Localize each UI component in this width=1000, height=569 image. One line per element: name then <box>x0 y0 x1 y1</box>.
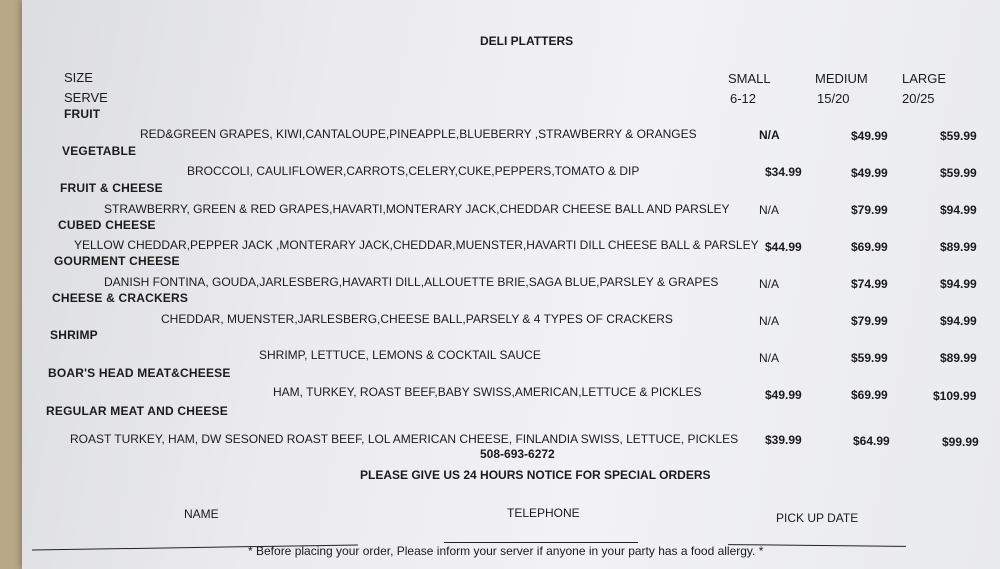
price-small: N/A <box>759 351 780 365</box>
platter-description: CHEDDAR, MUENSTER,JARLESBERG,CHEESE BALL,PARSELY & 4 TYPES OF CRACKERS <box>161 312 673 326</box>
price-small: $39.99 <box>765 433 802 447</box>
price-small: N/A <box>759 277 780 291</box>
platter-name: CUBED CHEESE <box>58 218 156 232</box>
price-medium: $69.99 <box>851 240 888 254</box>
price-medium: $79.99 <box>851 314 888 328</box>
size-label: SIZE <box>64 70 93 85</box>
price-large: $99.99 <box>942 435 979 449</box>
price-medium: $59.99 <box>851 351 888 365</box>
platter-description: BROCCOLI, CAULIFLOWER,CARROTS,CELERY,CUKE,PEPPERS,TOMATO & DIP <box>187 164 640 178</box>
platter-name: CHEESE & CRACKERS <box>52 291 189 305</box>
price-large: $94.99 <box>940 203 977 217</box>
platter-description: HAM, TURKEY, ROAST BEEF,BABY SWISS,AMERICAN,LETTUCE & PICKLES <box>273 385 702 399</box>
price-large: $94.99 <box>940 314 977 328</box>
price-small: N/A <box>759 314 780 328</box>
price-medium: $64.99 <box>853 434 890 448</box>
telephone-label: TELEPHONE <box>507 506 580 520</box>
platter-name: SHRIMP <box>50 328 98 342</box>
special-orders-notice: PLEASE GIVE US 24 HOURS NOTICE FOR SPECIAL ORDERS <box>360 468 711 482</box>
price-large: $89.99 <box>940 351 977 365</box>
price-medium: $79.99 <box>851 203 888 217</box>
platter-name: FRUIT <box>64 107 101 121</box>
col-medium-header: MEDIUM <box>815 71 868 86</box>
price-small: N/A <box>759 128 780 142</box>
price-small: $49.99 <box>765 388 802 402</box>
price-medium: $49.99 <box>851 166 888 180</box>
large-serve: 20/25 <box>902 91 935 106</box>
price-large: $59.99 <box>940 129 977 143</box>
price-small: $34.99 <box>765 165 802 179</box>
phone-number: 508-693-6272 <box>480 447 555 461</box>
platter-name: GOURMENT CHEESE <box>54 254 180 268</box>
col-small-header: SMALL <box>728 71 771 86</box>
platter-name: REGULAR MEAT AND CHEESE <box>46 404 228 418</box>
price-medium: $49.99 <box>851 129 888 143</box>
price-large: $89.99 <box>940 240 977 254</box>
platter-description: STRAWBERRY, GREEN & RED GRAPES,HAVARTI,MONTERARY JACK,CHEDDAR CHEESE BALL AND PARSLEY <box>104 202 730 216</box>
col-large-header: LARGE <box>902 71 947 86</box>
price-medium: $69.99 <box>851 388 888 402</box>
name-label: NAME <box>184 507 219 521</box>
price-small: N/A <box>759 203 780 217</box>
page-title: DELI PLATTERS <box>480 34 574 48</box>
platter-description: SHRIMP, LETTUCE, LEMONS & COCKTAIL SAUCE <box>259 348 541 362</box>
platter-name: BOAR'S HEAD MEAT&CHEESE <box>48 366 231 380</box>
serve-label: SERVE <box>64 90 108 105</box>
price-large: $59.99 <box>940 166 977 180</box>
platter-name: FRUIT & CHEESE <box>60 181 163 195</box>
platter-description: ROAST TURKEY, HAM, DW SESONED ROAST BEEF, LOL AMERICAN CHEESE, FINLANDIA SWISS, LETTUCE, PICKLES <box>70 432 739 446</box>
platter-description: RED&GREEN GRAPES, KIWI,CANTALOUPE,PINEAPPLE,BLUEBERRY ,STRAWBERRY & ORANGES <box>140 127 697 141</box>
price-large: $109.99 <box>933 389 977 403</box>
medium-serve: 15/20 <box>817 91 850 106</box>
telephone-field-line[interactable] <box>444 542 638 543</box>
allergy-footnote: * Before placing your order, Please inform your server if anyone in your party has a food allergy. * <box>248 544 764 558</box>
small-serve: 6-12 <box>730 91 757 106</box>
pickup-date-label: PICK UP DATE <box>776 511 859 525</box>
price-medium: $74.99 <box>851 277 888 291</box>
platter-description: YELLOW CHEDDAR,PEPPER JACK ,MONTERARY JACK,CHEDDAR,MUENSTER,HAVARTI DILL CHEESE BALL & PARSLEY <box>74 238 759 252</box>
platter-name: VEGETABLE <box>62 144 137 158</box>
price-small: $44.99 <box>765 240 802 254</box>
price-large: $94.99 <box>940 277 977 291</box>
platter-description: DANISH FONTINA, GOUDA,JARLESBERG,HAVARTI DILL,ALLOUETTE BRIE,SAGA BLUE,PARSLEY & GRAPES <box>104 275 719 289</box>
